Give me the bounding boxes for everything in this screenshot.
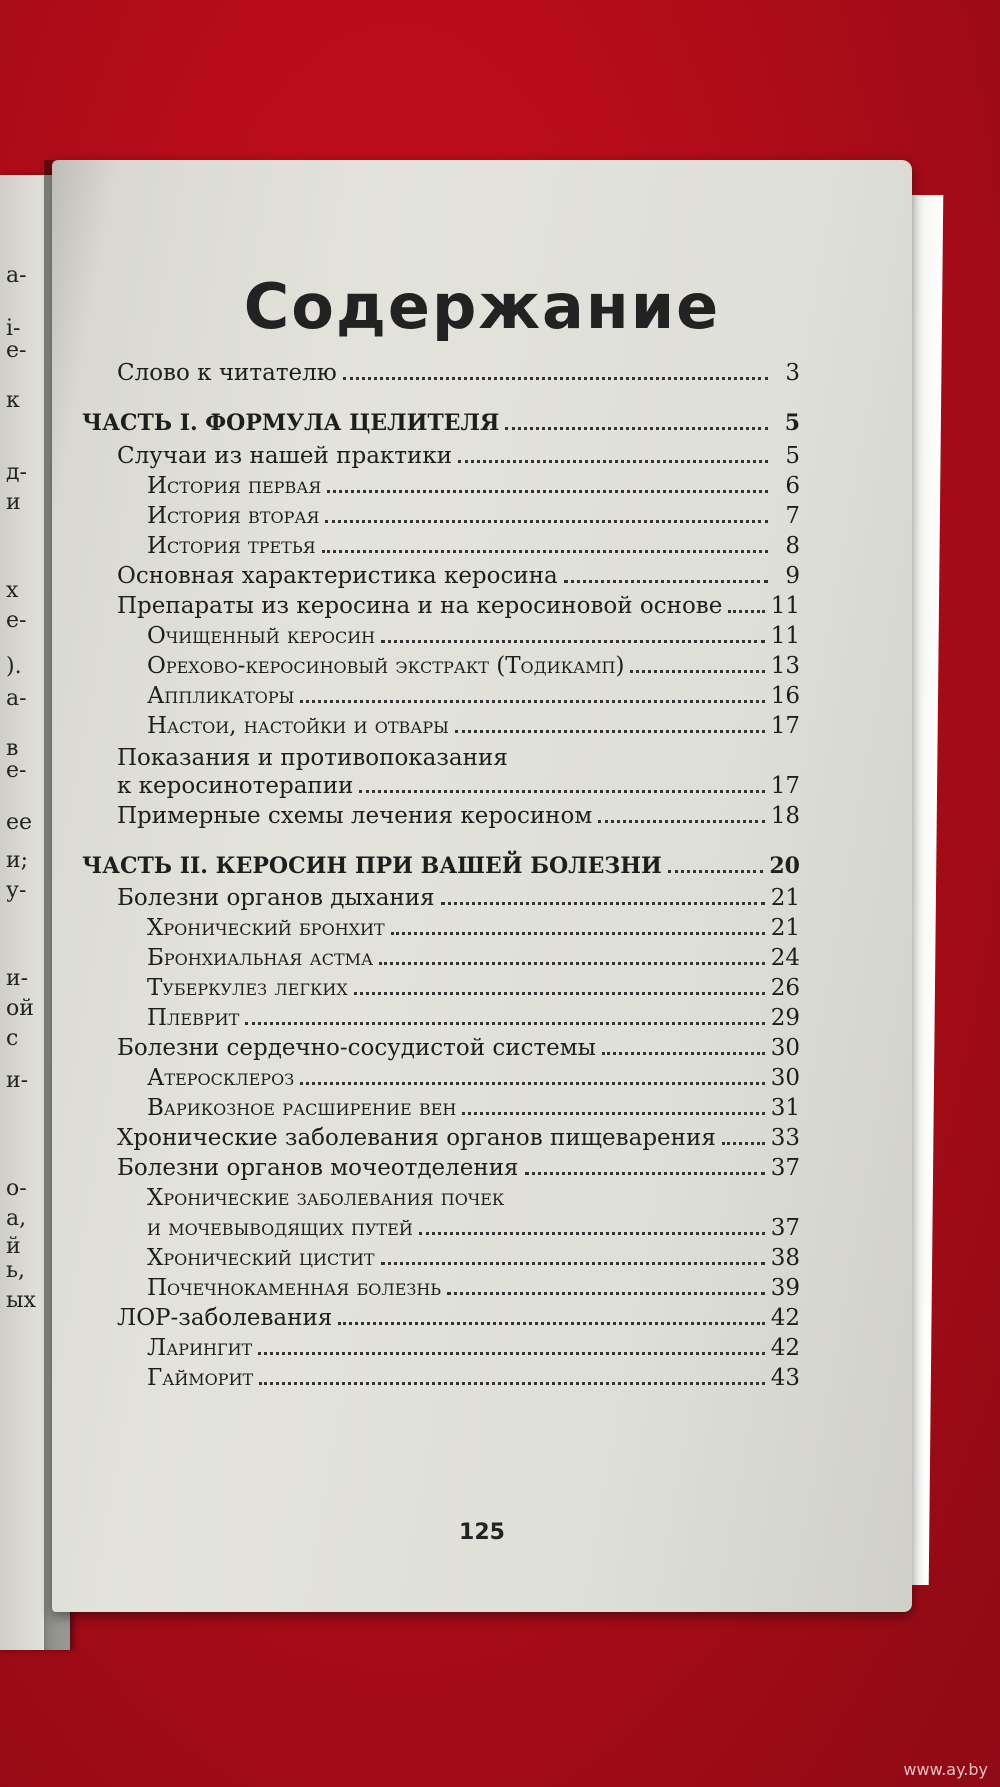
page-title: Содержание bbox=[243, 270, 721, 343]
toc-entry-label: Препараты из керосина и на керосиновой основе bbox=[117, 593, 723, 619]
leader-dots bbox=[602, 1052, 765, 1055]
left-page-fragment: а- bbox=[6, 686, 27, 711]
page-number: 125 bbox=[459, 1520, 505, 1545]
left-page-fragment: и bbox=[6, 490, 21, 515]
toc-page-number: 8 bbox=[785, 533, 800, 559]
toc-entry-label: История первая bbox=[147, 473, 322, 499]
watermark: www.ay.by bbox=[903, 1760, 988, 1779]
toc-page-number: 5 bbox=[784, 410, 800, 436]
leader-dots bbox=[325, 520, 768, 523]
left-page-fragment: е- bbox=[6, 758, 27, 783]
toc-entry-label: История третья bbox=[147, 533, 316, 559]
toc-entry-label: Варикозное расширение вен bbox=[147, 1095, 457, 1121]
toc-page-number: 16 bbox=[770, 683, 800, 709]
toc-page-number: 24 bbox=[770, 945, 800, 971]
toc-page-number: 38 bbox=[770, 1245, 800, 1271]
toc-page-number: 29 bbox=[770, 1005, 800, 1031]
toc-page-number: 30 bbox=[770, 1065, 800, 1091]
toc-page-number: 43 bbox=[770, 1365, 800, 1391]
toc-entry-label: Почечнокаменная болезнь bbox=[147, 1275, 442, 1301]
left-page-fragment: с bbox=[6, 1026, 19, 1051]
leader-dots bbox=[354, 992, 765, 995]
toc-entry bbox=[147, 945, 800, 971]
leader-dots bbox=[343, 377, 768, 380]
toc-page-number: 31 bbox=[770, 1095, 800, 1121]
left-page-fragment: ой bbox=[6, 996, 34, 1021]
leader-dots bbox=[245, 1022, 764, 1025]
toc-entry-label: Бронхиальная астма bbox=[147, 945, 374, 971]
leader-dots bbox=[359, 790, 764, 793]
toc-page-number: 30 bbox=[770, 1035, 800, 1061]
left-page-fragment: о- bbox=[6, 1176, 27, 1201]
left-page-fragment: д- bbox=[6, 460, 27, 485]
toc-part-heading bbox=[82, 410, 800, 436]
toc-page-number: 37 bbox=[770, 1215, 800, 1241]
toc-entry: Показания и противопоказания bbox=[117, 745, 508, 771]
left-page-fragment: к bbox=[6, 388, 20, 413]
toc-entry bbox=[117, 1035, 800, 1061]
left-page-fragment: в bbox=[6, 736, 19, 761]
toc-entry bbox=[117, 1125, 800, 1151]
toc-page-number: 3 bbox=[785, 360, 800, 386]
leader-dots bbox=[419, 1232, 765, 1235]
leader-dots bbox=[300, 700, 764, 703]
leader-dots bbox=[598, 820, 765, 823]
toc-entry bbox=[117, 773, 800, 799]
toc-entry bbox=[147, 1065, 800, 1091]
toc-entry bbox=[147, 1095, 800, 1121]
leader-dots bbox=[455, 730, 765, 733]
leader-dots bbox=[381, 640, 765, 643]
toc-entry-label: Атеросклероз bbox=[147, 1065, 295, 1091]
leader-dots bbox=[505, 427, 768, 430]
toc-page-number: 7 bbox=[785, 503, 800, 529]
toc-entry-label: Плеврит bbox=[147, 1005, 240, 1031]
left-page-fragment: и- bbox=[6, 1068, 29, 1093]
toc-entry: Хронические заболевания почек bbox=[147, 1185, 505, 1211]
toc-entry bbox=[117, 1155, 800, 1181]
leader-dots bbox=[300, 1082, 765, 1085]
left-page-fragment: ых bbox=[6, 1288, 36, 1313]
toc-page-number: 11 bbox=[770, 623, 800, 649]
toc-entry bbox=[147, 533, 800, 559]
toc-entry-label: к керосинотерапии bbox=[117, 773, 354, 799]
leader-dots bbox=[338, 1322, 764, 1325]
toc-entry bbox=[117, 885, 800, 911]
table-of-contents bbox=[52, 160, 912, 1612]
toc-entry-label: Примерные схемы лечения керосином bbox=[117, 803, 593, 829]
toc-entry bbox=[147, 713, 800, 739]
left-page-fragment: і- bbox=[6, 316, 21, 341]
toc-page-number: 26 bbox=[770, 975, 800, 1001]
leader-dots bbox=[668, 870, 764, 873]
left-page-fragment: у- bbox=[6, 878, 27, 903]
toc-entry bbox=[147, 1245, 800, 1271]
left-page-fragment: ). bbox=[6, 654, 22, 679]
toc-entry bbox=[147, 975, 800, 1001]
leader-dots bbox=[728, 610, 764, 613]
toc-page-number: 17 bbox=[770, 713, 800, 739]
leader-dots bbox=[322, 550, 768, 553]
toc-entry-label: Основная характеристика керосина bbox=[117, 563, 558, 589]
left-page-fragment: й bbox=[6, 1234, 21, 1259]
left-page-fragment: и; bbox=[6, 848, 29, 873]
leader-dots bbox=[722, 1142, 765, 1145]
toc-part-heading bbox=[82, 853, 800, 879]
left-page-fragment: х bbox=[6, 578, 19, 603]
toc-entry bbox=[147, 1365, 800, 1391]
toc-page-number: 42 bbox=[770, 1335, 800, 1361]
toc-entry-label: Болезни сердечно-сосудистой системы bbox=[117, 1035, 596, 1061]
toc-entry-label: Болезни органов мочеотделения bbox=[117, 1155, 519, 1181]
toc-page-number: 39 bbox=[770, 1275, 800, 1301]
leader-dots bbox=[447, 1292, 765, 1295]
toc-entry-label: Хронические заболевания органов пищеварения bbox=[117, 1125, 716, 1151]
leader-dots bbox=[630, 670, 764, 673]
toc-entry-label: Гайморит bbox=[147, 1365, 254, 1391]
leader-dots bbox=[441, 902, 765, 905]
toc-entry-label: Ларингит bbox=[147, 1335, 253, 1361]
leader-dots bbox=[327, 490, 768, 493]
leader-dots bbox=[379, 962, 765, 965]
book-page bbox=[52, 160, 912, 1612]
left-page-fragment: и- bbox=[6, 966, 29, 991]
leader-dots bbox=[258, 1352, 765, 1355]
left-page-fragment: е- bbox=[6, 608, 27, 633]
toc-page-number: 5 bbox=[785, 443, 800, 469]
toc-entry bbox=[147, 1005, 800, 1031]
toc-page-number: 9 bbox=[785, 563, 800, 589]
leader-dots bbox=[458, 460, 768, 463]
toc-entry bbox=[147, 623, 800, 649]
toc-entry bbox=[147, 1215, 800, 1241]
toc-entry-label: ЧАСТЬ I. ФОРМУЛА ЦЕЛИТЕЛЯ bbox=[82, 410, 500, 436]
toc-entry-label: и мочевыводящих путей bbox=[147, 1215, 413, 1241]
toc-page-number: 20 bbox=[769, 853, 800, 879]
leader-dots bbox=[564, 580, 768, 583]
left-page-fragment: а, bbox=[6, 1206, 27, 1231]
toc-entry bbox=[117, 360, 800, 386]
left-page-fragment: ь, bbox=[6, 1258, 25, 1283]
toc-entry-label: Настои, настойки и отвары bbox=[147, 713, 449, 739]
toc-entry-label: Хронический цистит bbox=[147, 1245, 375, 1271]
toc-entry bbox=[117, 803, 800, 829]
toc-page-number: 11 bbox=[770, 593, 800, 619]
toc-entry-label: История вторая bbox=[147, 503, 320, 529]
toc-entry bbox=[117, 1305, 800, 1331]
toc-entry bbox=[147, 473, 800, 499]
leader-dots bbox=[462, 1112, 764, 1115]
toc-page-number: 33 bbox=[770, 1125, 800, 1151]
toc-entry-label: Очищенный керосин bbox=[147, 623, 376, 649]
toc-entry-label: Туберкулез легких bbox=[147, 975, 348, 1001]
toc-entry bbox=[117, 443, 800, 469]
toc-page-number: 37 bbox=[770, 1155, 800, 1181]
toc-entry bbox=[147, 1275, 800, 1301]
left-page-fragment: а- bbox=[6, 263, 27, 288]
toc-entry-label: Аппликаторы bbox=[147, 683, 295, 709]
toc-entry-label: Орехово-керосиновый экстракт (Тодикамп) bbox=[147, 653, 625, 679]
toc-entry-label: ЛОР-заболевания bbox=[117, 1305, 333, 1331]
leader-dots bbox=[259, 1382, 765, 1385]
toc-entry bbox=[147, 1335, 800, 1361]
toc-page-number: 18 bbox=[770, 803, 800, 829]
leader-dots bbox=[391, 932, 765, 935]
toc-page-number: 17 bbox=[770, 773, 800, 799]
toc-page-number: 42 bbox=[770, 1305, 800, 1331]
toc-entry bbox=[147, 503, 800, 529]
toc-entry bbox=[147, 915, 800, 941]
left-page-fragment: е- bbox=[6, 338, 27, 363]
toc-entry bbox=[117, 563, 800, 589]
toc-page-number: 21 bbox=[770, 915, 800, 941]
toc-entry-label: Слово к читателю bbox=[117, 360, 337, 386]
toc-page-number: 13 bbox=[770, 653, 800, 679]
toc-entry-label: Хронический бронхит bbox=[147, 915, 385, 941]
toc-page-number: 6 bbox=[785, 473, 800, 499]
toc-entry-label: Болезни органов дыхания bbox=[117, 885, 435, 911]
toc-page-number: 21 bbox=[770, 885, 800, 911]
toc-entry-label: ЧАСТЬ II. КЕРОСИН ПРИ ВАШЕЙ БОЛЕЗНИ bbox=[82, 853, 662, 879]
toc-entry-label: Случаи из нашей практики bbox=[117, 443, 453, 469]
toc-entry bbox=[147, 653, 800, 679]
leader-dots bbox=[525, 1172, 765, 1175]
left-page-fragment: ее bbox=[6, 810, 33, 835]
leader-dots bbox=[381, 1262, 765, 1265]
toc-entry bbox=[117, 593, 800, 619]
toc-entry bbox=[147, 683, 800, 709]
